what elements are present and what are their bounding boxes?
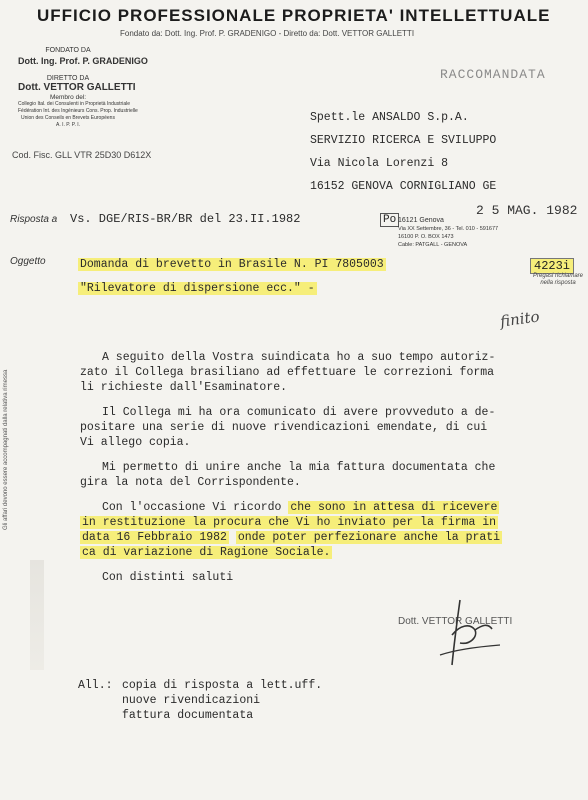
reply-label: Risposta a — [10, 214, 58, 225]
office-street: Via XX Settembre, 36 - Tel. 010 - 591677 — [398, 226, 499, 232]
subject-line-2 — [78, 282, 317, 295]
p4-line-3b: onde poter perfezionare anche la prati — [237, 531, 501, 544]
letterhead-title: UFFICIO PROFESSIONALE PROPRIETA' INTELLETTUALE — [37, 6, 551, 25]
directed-by-label: DIRETTO DA — [46, 75, 90, 82]
p4-line-3 — [80, 530, 502, 545]
founded-by-label: FONDATO DA — [45, 47, 91, 54]
p4-line-1a: Con l'occasione Vi ricordo — [102, 501, 282, 514]
office-city: 16121 Genova — [398, 217, 444, 224]
member-label: Membro del: — [49, 94, 87, 101]
punch-mark — [30, 560, 44, 670]
member-line-2: Fédération Int. des Ingénieurs Cons. Prop. Industrielle — [18, 108, 138, 114]
p4-line-4-text: ca di variazione di Ragione Sociale. — [82, 546, 331, 559]
letter-body — [80, 350, 502, 585]
letterhead-founders-line: Fondato da: Dott. Ing. Prof. P. GRADENIGO - Diretto da: Dott. VETTOR GALLETTI — [120, 29, 415, 38]
signature-label: Dott. VETTOR GALLETTI — [398, 616, 513, 627]
member-line-1: Collegio Ital. dei Consulenti in Proprietà Industriale — [18, 101, 131, 107]
p4-line-4 — [80, 545, 502, 560]
recipient-line-2: SERVIZIO RICERCA E SVILUPPO — [310, 134, 497, 147]
member-line-3: Union des Conseils en Brevets Européens — [21, 115, 115, 121]
p2-line-1: Il Collega mi ha ora comunicato di avere provveduto a de- — [102, 406, 496, 419]
signature-scribble — [430, 595, 510, 670]
side-vertical-note: Gli affari devono essere accompagnati dalla relativa rimessa — [3, 369, 9, 530]
date-stamp: 2 5 MAG. 1982 — [476, 203, 578, 218]
p4-line-2 — [80, 515, 502, 530]
p1-line-3: li richieste dall'Esaminatore. — [80, 381, 288, 394]
recipient-line-1: Spett.le ANSALDO S.p.A. — [310, 111, 469, 124]
subject-label: Oggetto — [10, 256, 46, 267]
p1-line-1: A seguito della Vostra suindicata ho a suo tempo autoriz- — [102, 351, 496, 364]
reference-note — [533, 273, 583, 287]
p2-line-2: positare una serie di nuove rivendicazioni emendate, di cui — [80, 421, 488, 434]
p1-line-2: zato il Collega brasiliano ad effettuare le correzioni forma — [80, 366, 495, 379]
recipient-line-3: Via Nicola Lorenzi 8 — [310, 157, 449, 170]
attachment-1: copia di risposta a lett.uff. — [122, 679, 323, 692]
handwritten-note: finito — [498, 307, 541, 331]
po-mark: Po — [380, 213, 399, 227]
office-cable: Cable: PATGALL - GENOVA — [398, 242, 468, 248]
attachments-list — [122, 678, 322, 723]
recipient-address — [310, 106, 496, 198]
member-line-4: A. I. P. P. I. — [56, 122, 80, 128]
p4-line-3a: data 16 Febbraio 1982 — [82, 531, 227, 544]
recipient-line-4: 16152 GENOVA CORNIGLIANO GE — [310, 180, 497, 193]
p3-line-2: gira la nota del Corrispondente. — [80, 476, 301, 489]
p4-line-2-text: in restituzione la procura che Vi ho inviato per la firma in — [82, 516, 497, 529]
p4-line-1b: che sono in attesa di ricevere — [290, 501, 498, 514]
letterhead-left-block — [18, 47, 148, 129]
directed-by-name: Dott. VETTOR GALLETTI — [18, 82, 136, 93]
reference-number: 4223i — [530, 258, 574, 274]
attachments-label: All.: — [78, 679, 113, 692]
p3-line-1: Mi permetto di unire anche la mia fattura documentata che — [102, 461, 496, 474]
fiscal-code: Cod. Fisc. GLL VTR 25D30 D612X — [12, 150, 152, 160]
closing: Con distinti saluti — [102, 571, 234, 584]
founded-by-name: Dott. Ing. Prof. P. GRADENIGO — [18, 56, 148, 66]
reference-note-line-2: nella risposta — [540, 280, 576, 286]
p2-line-3: Vi allego copia. — [80, 436, 191, 449]
attachment-3: fattura documentata — [122, 709, 254, 722]
reply-value: Vs. DGE/RIS-BR/BR del 23.II.1982 — [70, 212, 301, 226]
raccomandata-stamp: RACCOMANDATA — [440, 67, 546, 82]
p4-line-1 — [80, 500, 502, 515]
subject-line-1 — [78, 258, 386, 271]
attachment-2: nuove rivendicazioni — [122, 694, 261, 707]
office-box: 16100 P. O. BOX 1473 — [398, 234, 454, 240]
subject-line-2-text: "Rilevatore di dispersione ecc." - — [80, 282, 315, 295]
subject-line-1-text: Domanda di brevetto in Brasile N. PI 7805003 — [80, 258, 384, 271]
office-address-block — [398, 217, 498, 249]
reference-note-line-1: Pregasi richiamare — [533, 273, 584, 279]
